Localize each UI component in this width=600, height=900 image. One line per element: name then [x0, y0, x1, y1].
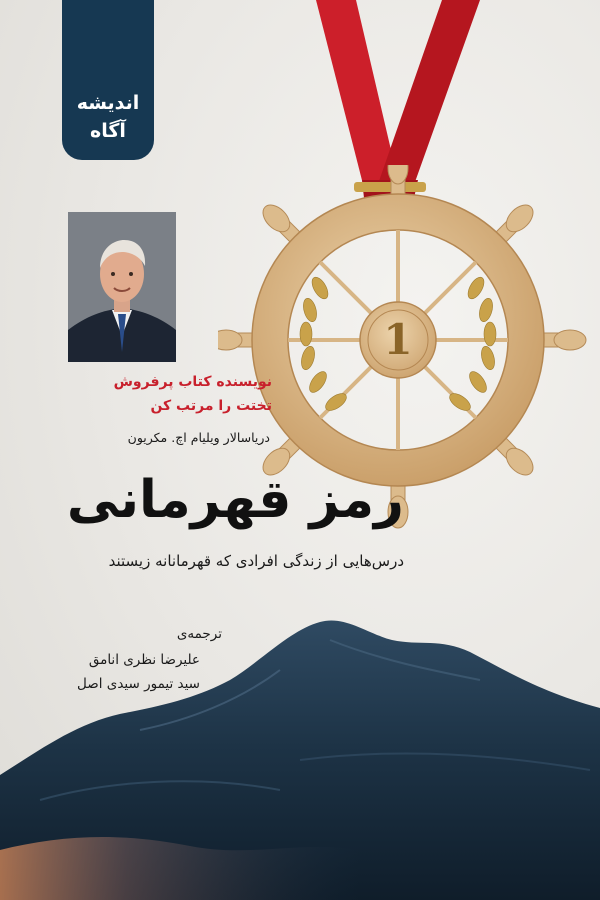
translation-label: ترجمه‌ی	[176, 626, 222, 642]
author-photo	[68, 212, 176, 362]
translator-name-1: علیرضا نظری انامق	[88, 652, 200, 668]
book-title: رمز قهرمانی	[66, 470, 404, 530]
author-tagline-line2: تختت را مرتب کن	[150, 398, 272, 414]
sea-waves-image	[0, 600, 600, 900]
publisher-badge	[62, 0, 154, 160]
medal-number: 1	[383, 315, 413, 364]
author-portrait-icon	[68, 212, 176, 362]
translator-name-2: سید تیمور سیدی اصل	[77, 676, 200, 692]
author-tagline-line1: نویسنده کتاب پرفروش	[113, 374, 272, 390]
author-name: دریاسالار ویلیام اچ. مکریون	[127, 430, 270, 445]
book-subtitle: درس‌هایی از زندگی افرادی که قهرمانانه زیستند	[108, 552, 404, 570]
publisher-name-line1: اندیشه	[76, 92, 140, 114]
publisher-name-line2: آگاه	[90, 120, 126, 142]
